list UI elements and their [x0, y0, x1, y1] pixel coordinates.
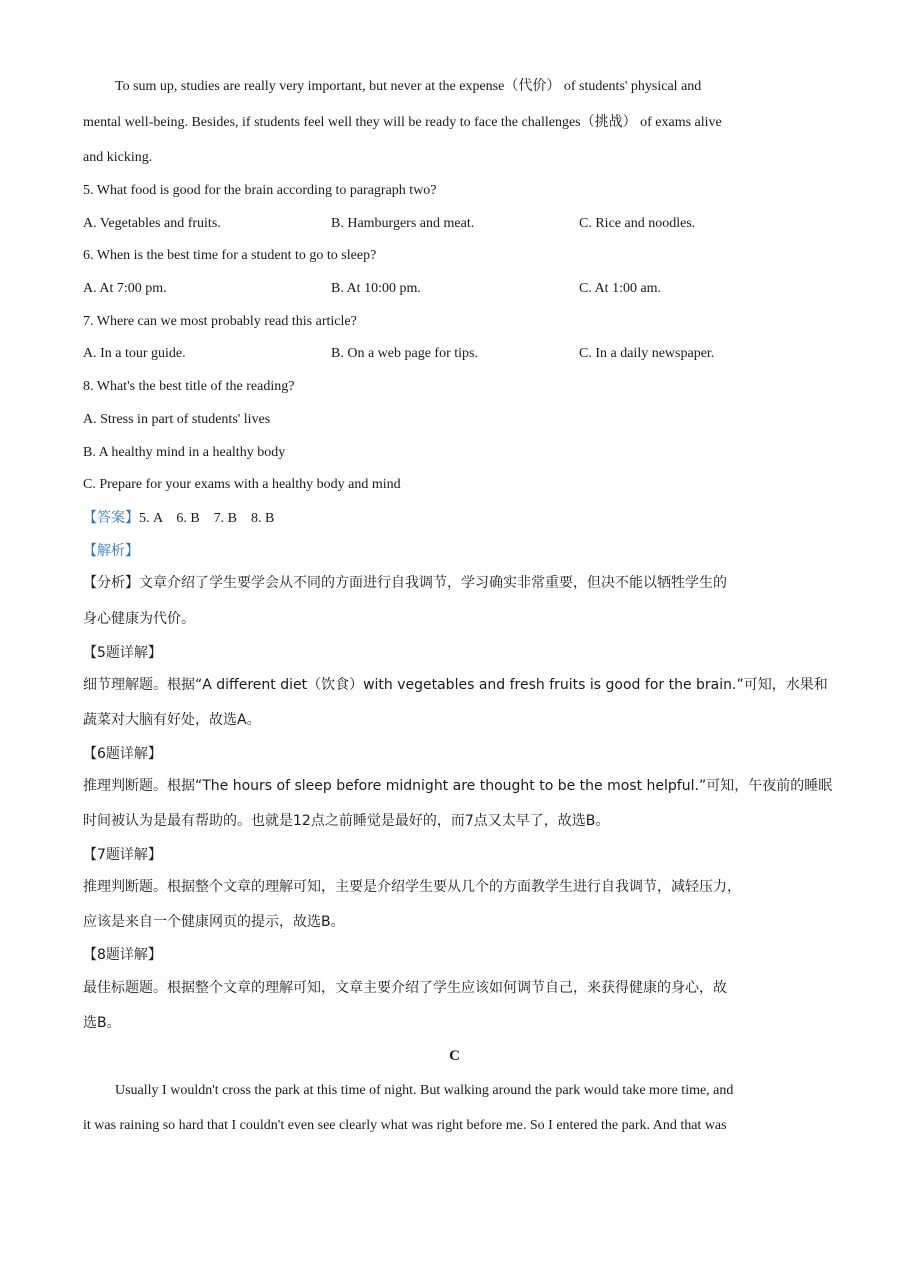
- passage-line: To sum up, studies are really very important, but never at the expense（代价） of students' physical and: [115, 79, 702, 94]
- option-b: B. On a web page for tips.: [331, 346, 478, 361]
- detail-line: 时间被认为是最有帮助的。也就是12点之前睡觉是最好的，而7点又太早了，故选B。: [83, 813, 610, 829]
- option-row: [83, 279, 823, 299]
- section-heading: C: [449, 1048, 460, 1064]
- detail-line: 推理判断题。根据整个文章的理解可知，主要是介绍学生要从几个的方面教学生进行自我调节，减轻压力，: [83, 879, 741, 895]
- option-b: B. Hamburgers and meat.: [331, 216, 475, 231]
- option-a: A. Stress in part of students' lives: [83, 412, 271, 427]
- answer-text: 5. A 6. B 7. B 8. B: [139, 511, 275, 526]
- detail-title: 【7题详解】: [83, 847, 162, 863]
- passage-line: mental well-being. Besides, if students feel well they will be ready to face the challenges（挑战） of exams alive: [83, 115, 722, 130]
- detail-line: 推理判断题。根据“The hours of sleep before midnight are thought to be the most helpful.”可知，午夜前的睡眠: [83, 778, 833, 794]
- detail-line: 最佳标题题。根据整个文章的理解可知，文章主要介绍了学生应该如何调节自己，来获得健康的身心，故: [83, 980, 727, 996]
- answer-line: [83, 508, 274, 529]
- option-row: [83, 344, 823, 364]
- option-a: A. Vegetables and fruits.: [83, 216, 221, 231]
- question-stem: 8. What's the best title of the reading?: [83, 379, 295, 394]
- option-row: [83, 214, 823, 234]
- detail-line: 选B。: [83, 1015, 121, 1031]
- option-b: B. A healthy mind in a healthy body: [83, 445, 286, 460]
- detail-title: 【6题详解】: [83, 746, 162, 762]
- analysis-label: 【解析】: [83, 543, 139, 559]
- option-c: C. Prepare for your exams with a healthy body and mind: [83, 477, 401, 492]
- option-a: A. At 7:00 pm.: [83, 281, 167, 296]
- analysis-summary-line: 身心健康为代价。: [83, 611, 195, 627]
- option-b: B. At 10:00 pm.: [331, 281, 421, 296]
- analysis-summary-line: 【分析】文章介绍了学生要学会从不同的方面进行自我调节，学习确实非常重要，但决不能以牺牲学生的: [83, 575, 727, 591]
- passage-line: Usually I wouldn't cross the park at this time of night. But walking around the park would take more time, and: [115, 1083, 734, 1098]
- detail-title: 【8题详解】: [83, 947, 162, 963]
- option-c: C. In a daily newspaper.: [579, 346, 715, 361]
- option-c: C. At 1:00 am.: [579, 281, 662, 296]
- question-stem: 7. Where can we most probably read this article?: [83, 314, 357, 329]
- detail-line: 应该是来自一个健康网页的提示，故选B。: [83, 914, 345, 930]
- option-a: A. In a tour guide.: [83, 346, 186, 361]
- passage-line: and kicking.: [83, 150, 153, 165]
- option-c: C. Rice and noodles.: [579, 216, 696, 231]
- detail-title: 【5题详解】: [83, 645, 162, 661]
- detail-line: 细节理解题。根据“A different diet（饮食）with vegetables and fresh fruits is good for the brain.”可知，水果和: [83, 677, 828, 693]
- answer-label: 【答案】: [83, 510, 139, 526]
- question-stem: 5. What food is good for the brain according to paragraph two?: [83, 183, 437, 198]
- question-stem: 6. When is the best time for a student to go to sleep?: [83, 248, 377, 263]
- detail-line: 蔬菜对大脑有好处，故选A。: [83, 712, 261, 728]
- passage-line: it was raining so hard that I couldn't even see clearly what was right before me. So I entered the park. And that was: [83, 1118, 727, 1133]
